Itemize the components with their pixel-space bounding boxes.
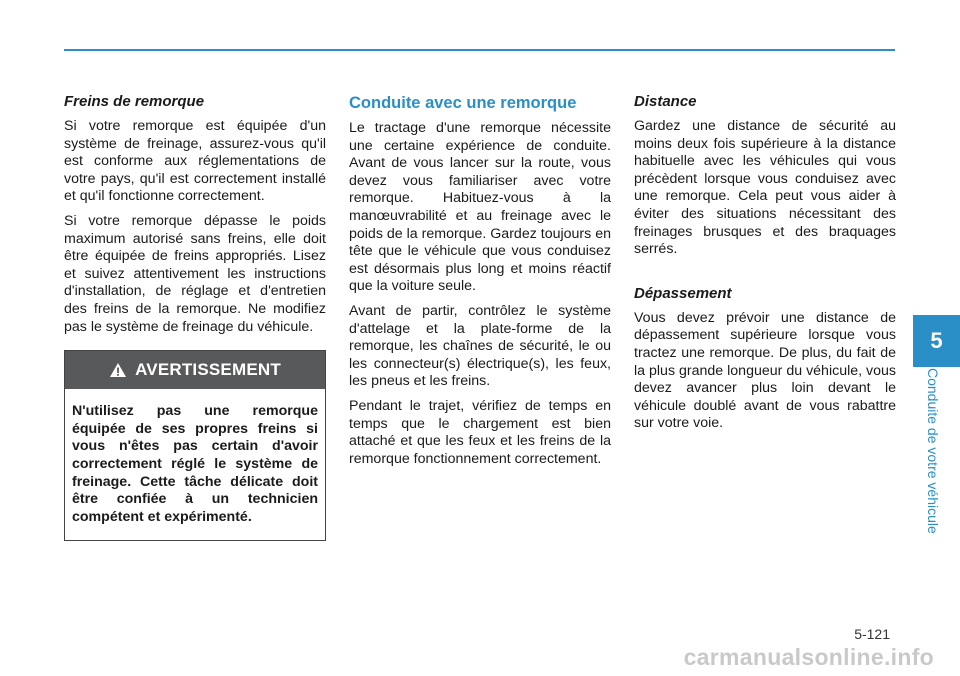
heading-trailer-brakes: Freins de remorque [64,93,205,110]
paragraph: Pendant le trajet, vérifiez de temps en temps que le chargement est bien attaché et que les feux et les freins de la remorque fonctionnement correctement. [349,397,611,467]
section-title: Conduite avec une remorque [349,94,577,112]
paragraph: Vous devez prévoir une distance de dépassement supérieure lorsque vous tractez une remorque. De plus, du fait de la plus grande longueur du véhicule, vous devez avancer plus loin devant le véhicule doublé avant de vous rabattre sur votre voie. [634,309,896,432]
warning-header [65,351,325,389]
heading-distance: Distance [634,93,697,110]
column-2 [349,92,611,475]
column-1 [64,92,326,541]
heading-overtaking: Dépassement [634,284,732,302]
watermark: carmanualsonline.info [683,644,934,670]
top-divider [64,49,895,51]
warning-title: AVERTISSEMENT [135,360,281,380]
paragraph: Gardez une distance de sécurité au moins deux fois supérieure à la distance habituelle avec les véhicules qui vous précèdent lorsque vous conduisez avec une remorque. Cela peut vous aider à éviter des situations nécessitant des freinages brusques et des braquages serrés. [634,118,896,258]
warning-triangle-icon [109,362,127,378]
paragraph: Le tractage d'une remorque nécessite une certaine expérience de conduite. Avant de vous lancer sur la route, vous devez vous familiariser avec votre remorque. Habituez-vous à la manœuvrabilité et au freinage avec le poids de la remorque. Gardez toujours en tête que le véhicule que vous conduisez est désormais plus long et moins réactif que la voiture seule. [349,120,611,295]
paragraph: Si votre remorque dépasse le poids maximum autorisé sans freins, elle doit être équipée de freins appropriés. Lisez et suivez attentivement les instructions d'installation, de réglage et d'entretien des freins de la remorque. Ne modifiez pas le système de freinage du véhicule. [64,212,326,335]
chapter-number-tab: 5 [913,315,960,367]
chapter-label: Conduite de votre véhicule [925,368,941,534]
paragraph: Si votre remorque est équipée d'un système de freinage, assurez-vous qu'il est conforme aux réglementations de votre pays, qu'il est correctement installé et qu'il fonctionne correctement. [64,118,326,205]
warning-text: N'utilisez pas une remorque équipée de ses propres freins si vous n'êtes pas certain d'avoir correctement réglé le système de freinage. Cette tâche délicate doit être confiée à un technicien compétent et expérimenté. [72,403,318,525]
page-number: 5-121 [854,626,890,642]
column-3 [634,92,896,440]
paragraph: Avant de partir, contrôlez le système d'attelage et la plate-forme de la remorque, les chaînes de sécurité, le ou les connecteur(s) électrique(s), les feux, les pneus et les freins. [349,302,611,390]
warning-box [64,350,326,541]
